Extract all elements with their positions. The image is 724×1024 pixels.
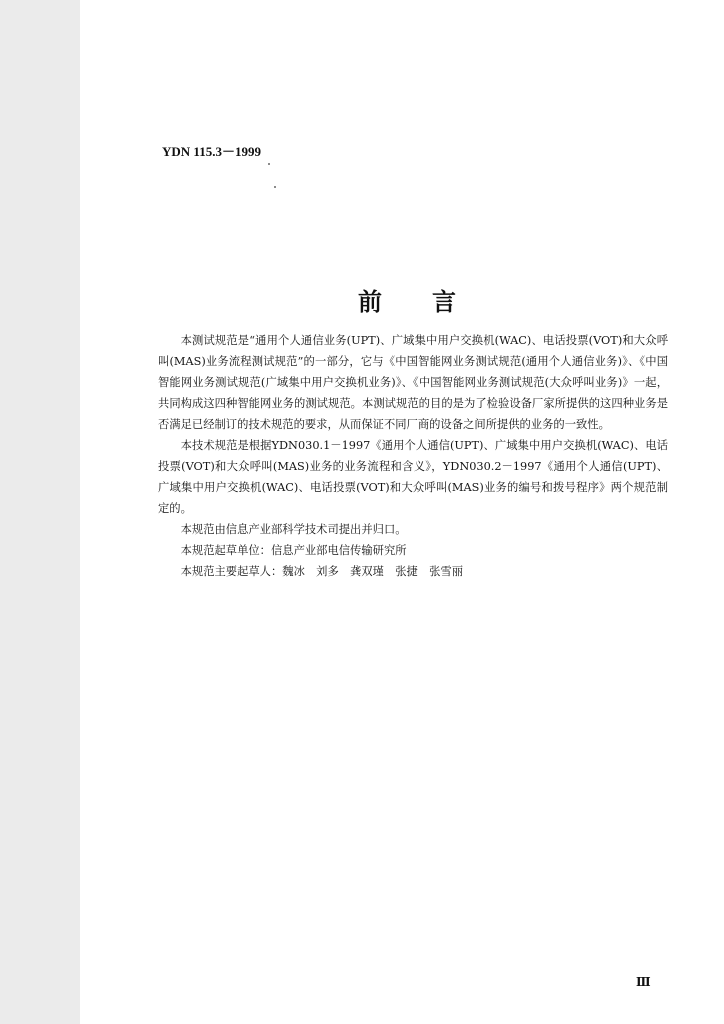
title-char-2: 言: [432, 287, 456, 316]
preface-body: [158, 330, 668, 582]
page-margin-shade: [0, 0, 80, 1024]
page-number: Ⅲ: [636, 975, 651, 989]
standard-code: YDN 115.3－1999: [162, 144, 261, 159]
scan-speck: [268, 163, 270, 165]
scan-speck: [274, 186, 276, 188]
paragraph: 本规范由信息产业部科学技术司提出并归口。: [180, 523, 407, 536]
title-char-1: 前: [358, 287, 382, 316]
paragraph: 本技术规范是根据YDN030.1－1997《通用个人通信(UPT)、广域集中用户交换机(WAC)、电话投票(VOT)和大众呼叫(MAS)业务的业务流程和含义》，YDN030.2－1997《通用个人通信(UPT)、广域集中用户交换机(WAC)、电话投票(VOT)和大众呼叫(MAS)业务的编号和拨号程序》两个规范制定的。: [158, 439, 668, 515]
paragraph: 本规范起草单位：信息产业部电信传输研究所: [180, 544, 407, 557]
paragraph: 本规范主要起草人：魏冰 刘多 龚双瑾 张捷 张雪丽: [180, 565, 464, 578]
paragraph: 本测试规范是“通用个人通信业务(UPT)、广域集中用户交换机(WAC)、电话投票(VOT)和大众呼叫(MAS)业务流程测试规范”的一部分，它与《中国智能网业务测试规范(通用个人通信业务)》、《中国智能网业务测试规范(广域集中用户交换机业务)》、《中国智能网业务测试规范(大众呼叫业务)》一起，共同构成这四种智能网业务的测试规范。本测试规范的目的是为了检验设备厂家所提供的这四种业务是否满足已经制订的技术规范的要求，从而保证不同厂商的设备之间所提供的业务的一致性。: [158, 334, 668, 431]
